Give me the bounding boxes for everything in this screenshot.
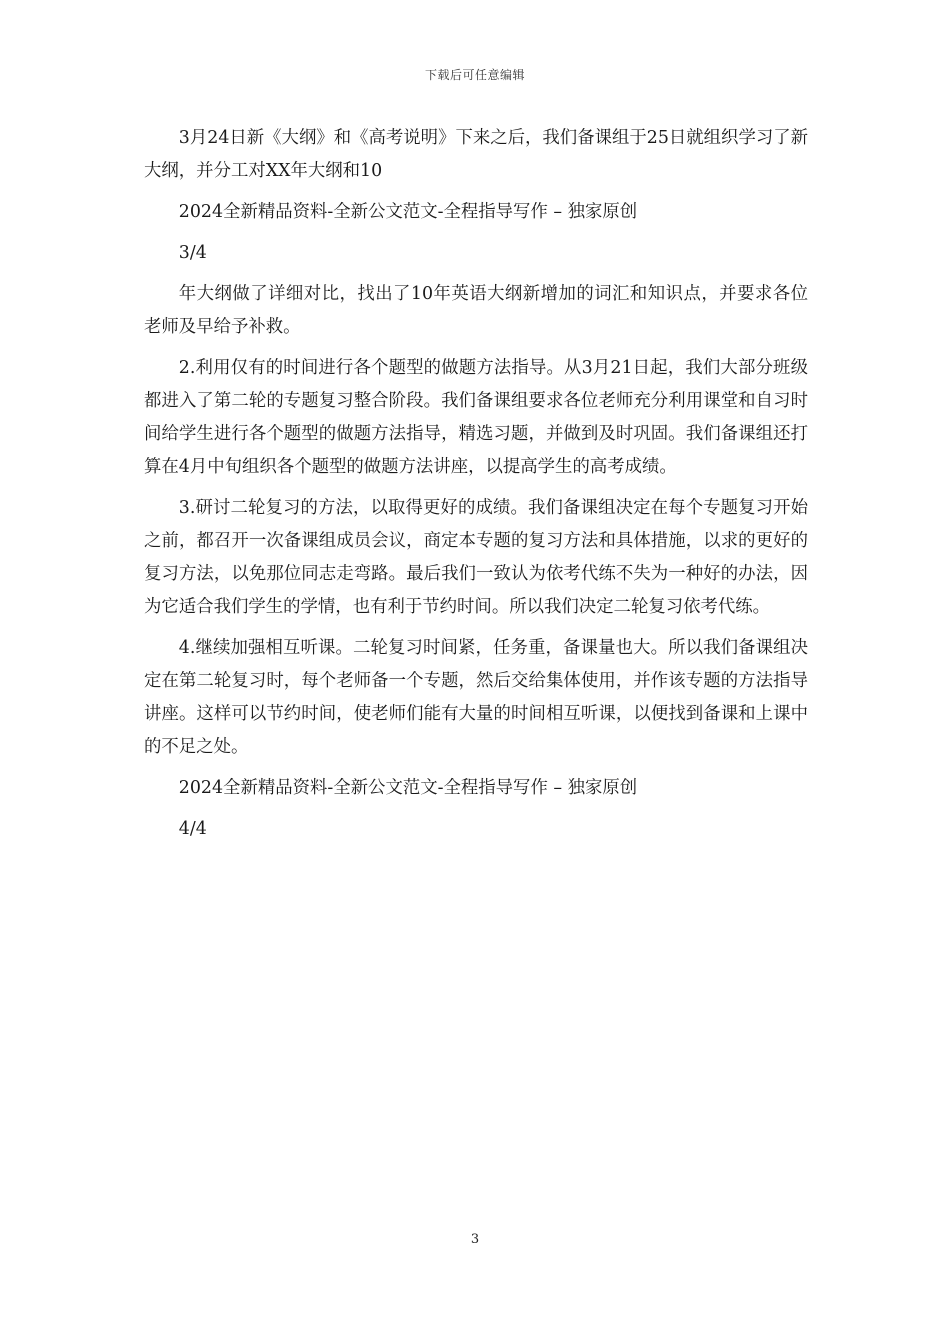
header-note: 下载后可任意编辑 bbox=[424, 68, 525, 82]
page-number: 3 bbox=[470, 1232, 480, 1247]
paragraph-page-fraction: 4/4 bbox=[178, 819, 207, 839]
paragraph-syllabus-comparison: 年大纲做了详细对比，找出了10年英语大纲新增加的词汇和知识点，并要求各位老师及早给予补救。 bbox=[144, 284, 808, 337]
paragraph-review-method: 3.研讨二轮复习的方法，以取得更好的成绩。我们备课组决定在每个专题复习开始之前，都召开一次备课组成员会议，商定本专题的复习方法和具体措施，以求的更好的复习方法，以免那位同志走弯路。最后我们一致认为依考代练不失为一种好的办法，因为它适合我们学生的学情，也有利于节约时间。所以我们决定二轮复习依考代练。 bbox=[144, 498, 808, 617]
paragraph-page-fraction: 3/4 bbox=[178, 243, 207, 263]
paragraph-watermark-banner: 2024全新精品资料-全新公文范文-全程指导写作 – 独家原创 bbox=[178, 778, 638, 798]
paragraph-method-guidance: 2.利用仅有的时间进行各个题型的做题方法指导。从3月21日起，我们大部分班级都进入了第二轮的专题复习整合阶段。我们备课组要求各位老师充分利用课堂和自习时间给学生进行各个题型的做题方法指导，精选习题，并做到及时巩固。我们备课组还打算在4月中旬组织各个题型的做题方法讲座，以提高学生的高考成绩。 bbox=[144, 358, 808, 477]
paragraph-watermark-banner: 2024全新精品资料-全新公文范文-全程指导写作 – 独家原创 bbox=[178, 202, 638, 222]
paragraph-peer-observation: 4.继续加强相互听课。二轮复习时间紧，任务重，备课量也大。所以我们备课组决定在第二轮复习时，每个老师备一个专题，然后交给集体使用，并作该专题的方法指导讲座。这样可以节约时间，使老师们能有大量的时间相互听课，以便找到备课和上课中的不足之处。 bbox=[144, 638, 808, 757]
document-body bbox=[144, 122, 808, 854]
paragraph-syllabus-study: 3月24日新《大纲》和《高考说明》下来之后，我们备课组于25日就组织学习了新大纲，并分工对XX年大纲和10 bbox=[144, 128, 809, 181]
